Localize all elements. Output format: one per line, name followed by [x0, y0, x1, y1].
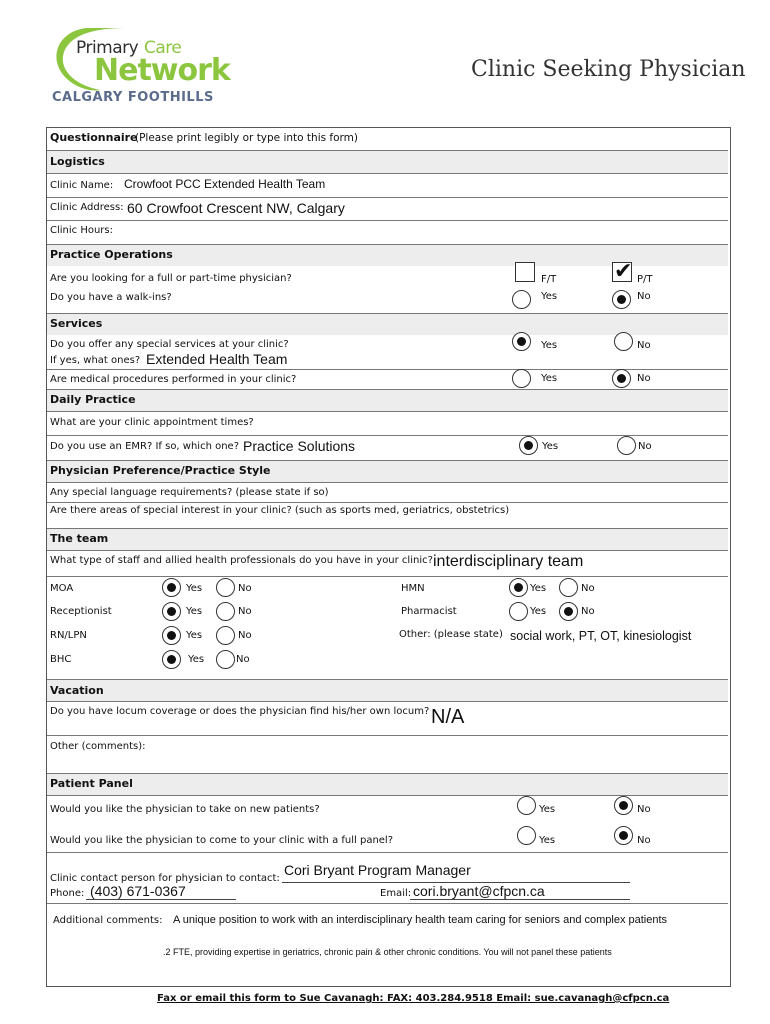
language-question: Any special language requirements? (please state if so) [50, 487, 329, 498]
rnlpn-yes-radio[interactable] [162, 626, 181, 645]
pt-label: P/T [637, 274, 653, 285]
staff-question: What type of staff and allied health professionals do you have in your clinic? [50, 555, 433, 566]
additional-comments-label: Additional comments: [53, 915, 163, 926]
logo-region-text: CALGARY FOOTHILLS [52, 90, 214, 105]
ft-checkbox[interactable] [515, 262, 535, 282]
questionnaire-heading: Questionnaire [50, 131, 138, 144]
daily-practice-band [47, 389, 728, 411]
procedures-no-radio[interactable] [612, 369, 631, 388]
moa-yes-label: Yes [186, 583, 203, 594]
hmn-no-radio[interactable] [559, 578, 578, 597]
which-services-label: If yes, what ones? [50, 355, 141, 366]
receptionist-yes-label: Yes [186, 606, 203, 617]
other-comments-label: Other (comments): [50, 741, 146, 752]
special-yes-radio[interactable] [512, 332, 531, 351]
procedures-yes-radio[interactable] [512, 369, 531, 388]
new-patients-no-radio[interactable] [614, 796, 633, 815]
hmn-label: HMN [401, 583, 425, 594]
which-services-field[interactable]: Extended Health Team [146, 351, 288, 367]
practice-ops-heading: Practice Operations [50, 248, 173, 261]
walkins-yes-label: Yes [541, 291, 558, 302]
clinic-address-label: Clinic Address: [50, 202, 124, 213]
bhc-label: BHC [50, 654, 72, 665]
physician-pref-heading: Physician Preference/Practice Style [50, 464, 271, 477]
clinic-hours-label: Clinic Hours: [50, 225, 113, 236]
emr-no-label: No [638, 441, 652, 452]
pharmacist-no-label: No [581, 606, 595, 617]
locum-field[interactable]: N/A [431, 706, 465, 728]
rnlpn-no-radio[interactable] [216, 626, 235, 645]
emr-no-radio[interactable] [617, 436, 636, 455]
phone-field[interactable]: (403) 671-0367 [90, 883, 186, 899]
procedures-yes-label: Yes [541, 373, 558, 384]
new-patients-yes-radio[interactable] [517, 796, 536, 815]
rnlpn-no-label: No [238, 630, 252, 641]
full-panel-yes-label: Yes [539, 835, 556, 846]
bhc-no-label: No [236, 654, 250, 665]
new-patients-question: Would you like the physician to take on new patients? [50, 804, 320, 815]
emr-yes-label: Yes [542, 441, 559, 452]
hmn-yes-label: Yes [530, 583, 547, 594]
emr-question: Do you use an EMR? If so, which one? [50, 441, 240, 452]
new-patients-yes-label: Yes [539, 804, 556, 815]
receptionist-no-radio[interactable] [216, 602, 235, 621]
clinic-name-label: Clinic Name: [50, 180, 114, 191]
new-patients-no-label: No [637, 804, 651, 815]
hmn-no-label: No [581, 583, 595, 594]
special-yes-label: Yes [541, 340, 558, 351]
clinic-address-field[interactable]: 60 Crowfoot Crescent NW, Calgary [127, 200, 345, 216]
checkmark-icon: ✔ [614, 259, 633, 284]
moa-no-label: No [238, 583, 252, 594]
receptionist-yes-radio[interactable] [162, 602, 181, 621]
moa-label: MOA [50, 583, 74, 594]
ft-label: F/T [541, 274, 557, 285]
bhc-yes-radio[interactable] [162, 650, 181, 669]
staff-field[interactable]: interdisciplinary team [433, 553, 584, 570]
fulltime-question: Are you looking for a full or part-time physician? [50, 273, 292, 284]
logo-care-text: Care [144, 38, 182, 58]
full-panel-no-radio[interactable] [614, 826, 633, 845]
logistics-band [47, 150, 728, 173]
procedures-question: Are medical procedures performed in your clinic? [50, 374, 297, 385]
pharmacist-yes-label: Yes [530, 606, 547, 617]
procedures-no-label: No [637, 373, 651, 384]
rnlpn-yes-label: Yes [186, 630, 203, 641]
other-staff-field[interactable]: social work, PT, OT, kinesiologist [510, 629, 692, 643]
team-band [47, 528, 728, 550]
emr-yes-radio[interactable] [519, 436, 538, 455]
vacation-band [47, 679, 728, 701]
phone-underline [86, 899, 236, 900]
contact-person-label: Clinic contact person for physician to contact: [50, 873, 280, 884]
patient-panel-band [47, 773, 728, 795]
full-panel-no-label: No [637, 835, 651, 846]
special-interest-question: Are there areas of special interest in your clinic? (such as sports med, geriatrics, obstetrics) [50, 505, 510, 516]
email-label: Email: [380, 888, 412, 899]
logo-primary-text: Primary [76, 38, 139, 58]
pharmacist-label: Pharmacist [401, 606, 457, 617]
pharmacist-yes-radio[interactable] [509, 602, 528, 621]
hmn-yes-radio[interactable] [509, 578, 528, 597]
moa-yes-radio[interactable] [162, 578, 181, 597]
bhc-no-radio[interactable] [216, 650, 235, 669]
footer-instructions: Fax or email this form to Sue Cavanagh: FAX: 403.284.9518 Email: sue.cavanagh@cfpcn.ca [157, 993, 670, 1004]
moa-no-radio[interactable] [216, 578, 235, 597]
phone-label: Phone: [50, 888, 85, 899]
logo [46, 20, 230, 110]
team-heading: The team [50, 532, 109, 545]
appointment-times-question: What are your clinic appointment times? [50, 417, 254, 428]
additional-comments-line1[interactable]: A unique position to work with an interdisciplinary health team caring for seniors and complex patients [173, 914, 668, 926]
walkins-no-radio[interactable] [612, 290, 631, 309]
rnlpn-label: RN/LPN [50, 630, 87, 641]
daily-practice-heading: Daily Practice [50, 393, 136, 406]
questionnaire-note: (Please print legibly or type into this form) [135, 132, 359, 144]
full-panel-yes-radio[interactable] [517, 826, 536, 845]
additional-comments-line2[interactable]: .2 FTE, providing expertise in geriatrics, chronic pain & other chronic conditions. You will not panel these patients [163, 947, 612, 957]
pharmacist-no-radio[interactable] [559, 602, 578, 621]
email-field[interactable]: cori.bryant@cfpcn.ca [413, 883, 545, 899]
special-no-label: No [637, 340, 651, 351]
other-staff-label: Other: (please state) [399, 629, 503, 640]
walkins-no-label: No [637, 291, 651, 302]
receptionist-label: Receptionist [50, 606, 112, 617]
services-heading: Services [50, 317, 103, 330]
special-services-question: Do you offer any special services at your clinic? [50, 339, 289, 350]
walkins-yes-radio[interactable] [512, 290, 531, 309]
logo-network-text: Network [94, 53, 230, 88]
walkins-question: Do you have a walk-ins? [50, 292, 172, 303]
special-no-radio[interactable] [614, 332, 633, 351]
emr-field[interactable]: Practice Solutions [243, 438, 356, 454]
locum-question: Do you have locum coverage or does the physician find his/her own locum? [50, 706, 430, 717]
bhc-yes-label: Yes [188, 654, 205, 665]
patient-panel-heading: Patient Panel [50, 777, 133, 790]
logistics-heading: Logistics [50, 155, 105, 168]
receptionist-no-label: No [238, 606, 252, 617]
vacation-heading: Vacation [50, 684, 104, 697]
full-panel-question: Would you like the physician to come to your clinic with a full panel? [50, 835, 394, 846]
email-underline [410, 899, 630, 900]
contact-person-field[interactable]: Cori Bryant Program Manager [284, 862, 471, 878]
page-title: Clinic Seeking Physician [471, 57, 746, 82]
clinic-name-field[interactable]: Crowfoot PCC Extended Health Team [124, 177, 326, 191]
